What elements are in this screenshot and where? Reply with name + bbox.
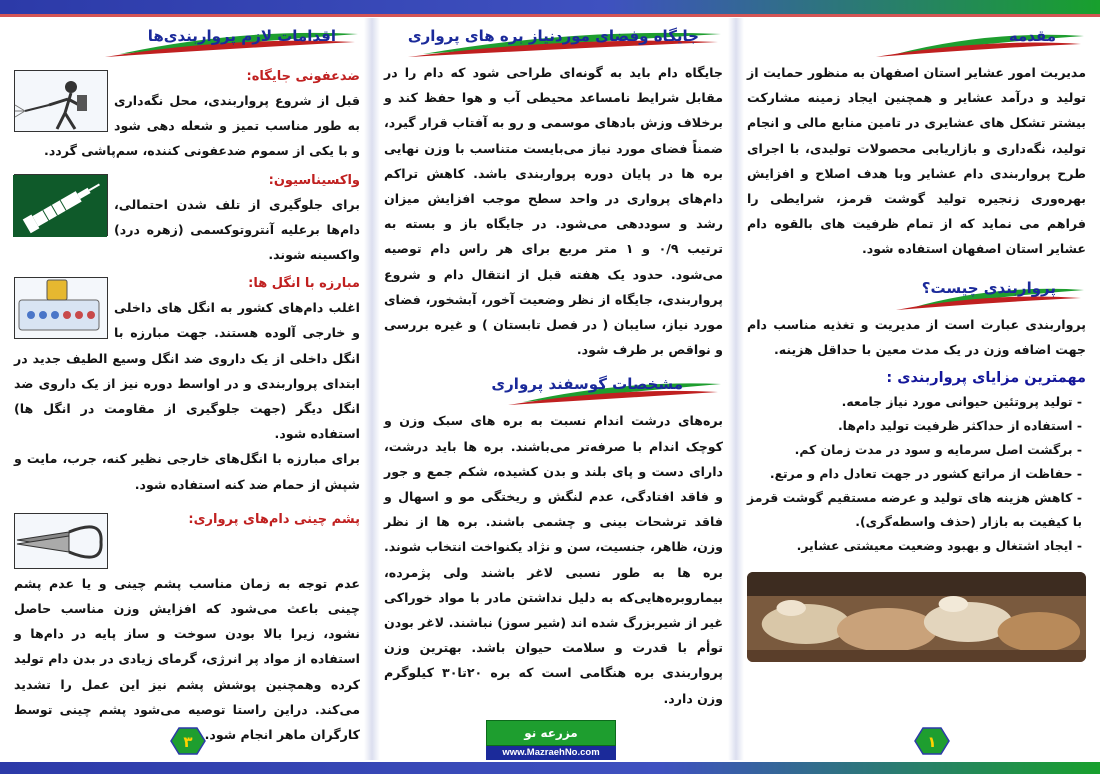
top-border bbox=[0, 0, 1100, 14]
hexagon-icon bbox=[170, 726, 206, 756]
sprayer-icon bbox=[14, 70, 108, 132]
column-housing bbox=[372, 18, 735, 760]
vaccine-section bbox=[14, 170, 360, 268]
list-item: - حفاظت از مراتع کشور در جهت تعادل دام و مرتع. bbox=[769, 466, 1082, 482]
mazraeh-logo bbox=[486, 720, 616, 762]
column-intro bbox=[735, 18, 1100, 760]
benefits-title: مهمترین مزایای پرواربندی : bbox=[886, 370, 1086, 387]
section-title: اقدامات لازم پرواربندی‌ها bbox=[147, 27, 336, 45]
logo-text: مزرعه نو bbox=[486, 720, 616, 746]
medicine-icon bbox=[14, 277, 108, 339]
column-actions bbox=[0, 18, 372, 760]
section-title: پرواربندی چیست؟ bbox=[921, 278, 1056, 297]
place-paragraph: جایگاه دام باید به گونه‌ای طراحی شود که دام را در مقابل شرایط نامساعد محیطی آب و هوا حفظ کند و برخلاف وزش بادهای موسمی و رو به آفتاب قرار گیرد، ضمناً فضای مورد نیاز می‌بایست متناسب با وزن نهایی بره ها در پایان دوره پرواربندی باشد. کاهش تراکم دام‌های پرواری در واحد سطح موجب افزایش میزان رشد و سوددهی می‌شود. در جایگاه باز و بسته به ترتیب ۰/۹ و ۱ متر مربع برای هر راس دام توصیه می‌شود. حدود یک هفته قبل از انتقال دام و شروع پرواربندی، جایگاه از نظر وضعیت آخور، آبشخور، فضای مورد نیاز، سایبان ( در فصل تابستان ) و غیره بررسی و نواقص بر طرف شود. bbox=[384, 65, 723, 358]
disinfect-paragraph: قبل از شروع پرواربندی، محل نگه‌داری به طور مناسب تمیز و شعله دهی شود و با یکی از سموم ضدعفونی کننده، سم‌پاشی گردد. bbox=[44, 93, 360, 159]
top-border-accent bbox=[0, 14, 1100, 17]
parasite-paragraph-external: برای مبارزه با انگل‌های خارجی نظیر کنه، جرب، مایت و شپش از حمام ضد کنه استفاده شود. bbox=[14, 451, 360, 492]
section-heading-intro bbox=[747, 24, 1086, 60]
shear-title: پشم چینی دام‌های پرواری: bbox=[188, 511, 360, 527]
vaccine-paragraph: برای جلوگیری از تلف شدن احتمالی، دام‌ها برعلیه آنتروتوکسمی (زهره درد) واکسینه شوند. bbox=[114, 196, 360, 263]
page-number-badge bbox=[170, 726, 206, 756]
section-title: جایگاه وفضای موردنیاز بره های پرواری bbox=[407, 27, 699, 45]
section-heading-place bbox=[384, 24, 723, 60]
list-item: - کاهش هزینه های تولید و عرضه مستقیم گوشت قرمز با کیفیت به بازار (حذف واسطه‌گری). bbox=[747, 490, 1082, 530]
disinfect-section bbox=[14, 66, 360, 164]
disinfect-title: ضدعفونی جایگاه: bbox=[246, 69, 360, 84]
logo-url: www.MazraehNo.com bbox=[486, 746, 616, 760]
what-paragraph: پرواربندی عبارت است از مدیریت و تغذیه مناسب دام جهت اضافه وزن در یک مدت معین با حداقل هزینه. bbox=[747, 316, 1086, 357]
hexagon-icon bbox=[914, 726, 950, 756]
section-heading-actions bbox=[14, 24, 360, 60]
shears-icon bbox=[14, 513, 108, 569]
intro-paragraph: مدیریت امور عشایر استان اصفهان به منظور حمایت از تولید و درآمد عشایر و همچنین ایجاد زمینه مشارکت بیشتر تشکل های عشایری در تامین منابع مالی و انجام تولید، نگه‌داری و بازاریابی محصولات تولیدی، با اجرای طرح پرواربندی دام عشایر وبا هدف اصلاح و افزایش بهره‌وری زنجیره تولید گوشت قرمز، شرایطی را فراهم می نماید که از تمام ظرفیت های بالقوه دام عشایر استان اصفهان استفاده شود. bbox=[747, 65, 1086, 257]
parasite-section bbox=[14, 273, 360, 497]
page-number-badge bbox=[914, 726, 950, 756]
traits-paragraph: بره‌های درشت اندام نسبت به بره های سبک وزن و کوچک اندام با صرفه‌تر می‌باشند. بره ها باید درشت، دارای دست و پای بلند و بدن کشیده، شکم جمع و جور و فاقد افتادگی، عدم لنگش و ریختگی مو و اسهال و فاقد ترشحات بینی و چشمی باشند. بره ها از نظر وزن، ظاهر، جنسیت، سن و نژاد یکنواخت انتخاب شوند. بره ها به طور نسبی لاغر باشند ولی پژمرده، بیماروبره‌هایی‌که به دلیل نداشتن مادر با مواد خوراکی غیر از شیربزرگ شده اند (شیر سوز) نباشند. لاغر بودن توأم با قدرت و سلامت حیوان باشد. بهترین وزن پرواربندی بره هنگامی است که بره ۲۰تا۳۰ کیلوگرم وزن دارد. bbox=[384, 413, 724, 706]
vaccine-title: واکسیناسیون: bbox=[268, 172, 360, 188]
section-heading-what bbox=[747, 276, 1086, 312]
section-heading-traits bbox=[384, 372, 723, 408]
shear-paragraph: عدم توجه به زمان مناسب پشم چینی و یا عدم پشم چینی باعث می‌شود که افزایش وزن مناسب حاصل نشود، زیرا بالا بودن سوخت و ساز پایه در دام‌ها و استفاده از مواد پر انرژی، گرمای زیادی در بدن دام تولید کرده وهمچنین پوشش پشم نیز این عمل را تشدید می‌کند. دراین راستا توصیه می‌شود پشم چینی توسط کارگران ماهر انجام شود. bbox=[14, 575, 360, 743]
list-item: - ایجاد اشتغال و بهبود وضعیت معیشتی عشایر. bbox=[796, 538, 1082, 554]
parasite-paragraph: اغلب دام‌های کشور به انگل های داخلی و خارجی آلوده هستند. جهت مبارزه با انگل داخلی از یک داروی ضد انگل وسیع الطیف جدید در ابتدای پرواربندی و در اواسط دوره نیز از یک داروی ضد انگل دیگر (جهت جلوگیری از مقاومت در انگل ها) استفاده شود. bbox=[14, 300, 360, 442]
section-title: مقدمه bbox=[1008, 27, 1056, 45]
section-title: مشخصات گوسفند پرواری bbox=[491, 375, 683, 394]
syringe-icon bbox=[14, 174, 108, 236]
benefits-list bbox=[747, 390, 1086, 558]
svg-text:۱: ۱ bbox=[927, 733, 937, 751]
list-item: - تولید پروتئین حیوانی مورد نیاز جامعه. bbox=[841, 394, 1082, 410]
parasite-title: مبارزه با انگل ها: bbox=[248, 276, 360, 292]
svg-text:۳: ۳ bbox=[183, 733, 193, 751]
bottom-border bbox=[0, 762, 1100, 774]
shearing-section bbox=[14, 509, 360, 747]
list-item: - برگشت اصل سرمایه و سود در مدت زمان کم. bbox=[794, 442, 1082, 458]
sheep-photo bbox=[747, 572, 1086, 662]
list-item: - استفاده از حداکثر ظرفیت تولید دام‌ها. bbox=[837, 418, 1082, 434]
